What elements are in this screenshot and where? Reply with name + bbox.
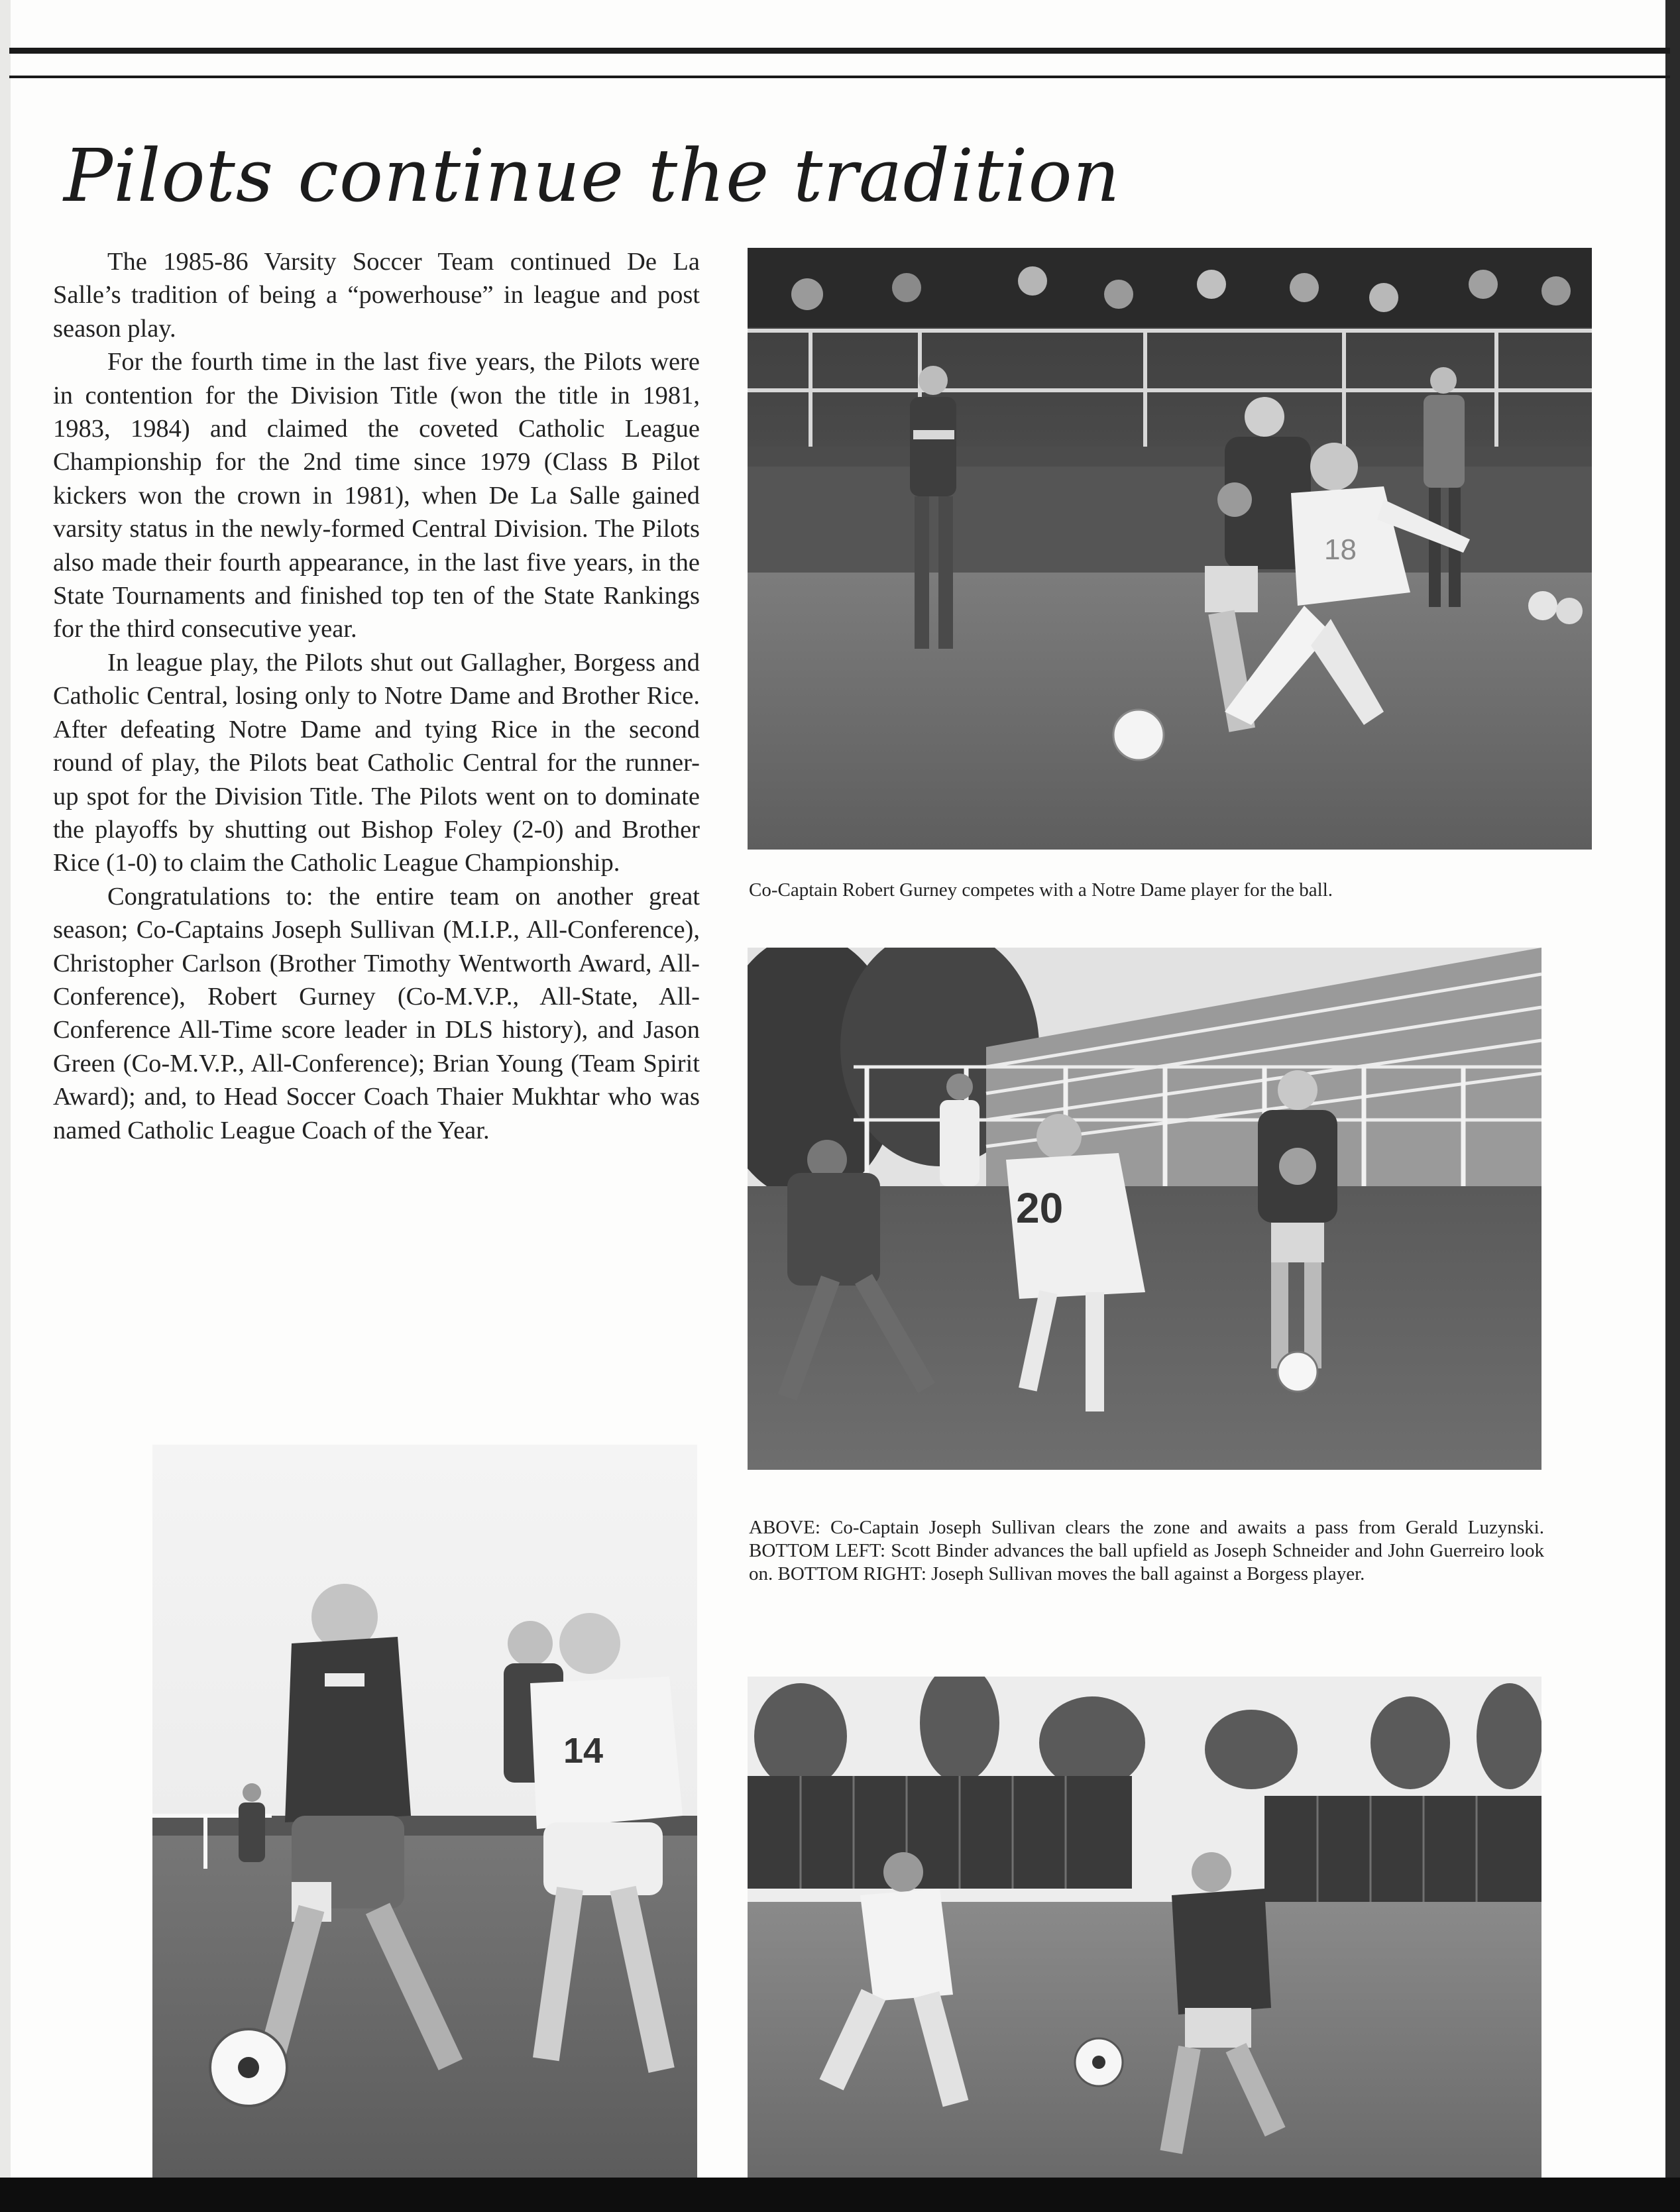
- article-paragraph: For the fourth time in the last five years, the Pilots were in contention for the Division Title (won the title in 1981, 1983, 1984) and claimed the coveted Catholic League Championship for the 2nd time since 1979 (Class B Pilot kickers won the crown in 1981), when De La Salle gained varsity status in the newly-formed Central Division. The Pilots also made their fourth appearance, in the last five years, in the State Tournaments and finished top ten of the State Rankings for the third consecutive year.: [53, 348, 700, 643]
- page-title: Pilots continue the tradition: [64, 133, 1121, 218]
- article-paragraph: The 1985-86 Varsity Soccer Team continued De La Salle’s tradition of being a “powerhouse” in league and post season play.: [53, 248, 700, 343]
- jersey-number-18: 18: [1324, 533, 1357, 566]
- header-rule-thick: [9, 48, 1670, 54]
- photo-sullivan-vs-borgess: [748, 1677, 1541, 2178]
- page-edge-left: [0, 0, 11, 2212]
- article-paragraph: Congratulations to: the entire team on another great season; Co-Captains Joseph Sullivan (M.I.P., All-Conference), Christopher Carlson (Brother Timothy Wentworth Award, All-Conference), Robert Gurney (Co-M.V.P., All-State, All-Conference All-Time score leader in DLS history), and Jason Green (Co-M.V.P., All-Conference); Brian Young (Team Spirit Award); and, to Head Soccer Coach Thaier Mukhtar who was named Catholic League Coach of the Year.: [53, 882, 700, 1144]
- photo-gurney-tackle: [748, 248, 1592, 850]
- page-edge-right: [1665, 0, 1680, 2212]
- page-edge-bottom: [0, 2178, 1680, 2212]
- photo-caption-top: Co-Captain Robert Gurney competes with a Notre Dame player for the ball.: [749, 879, 1333, 901]
- photo-sullivan-clears: [748, 948, 1541, 1470]
- article-body: [53, 245, 700, 1147]
- photo-caption-group: ABOVE: Co-Captain Joseph Sullivan clears the zone and awaits a pass from Gerald Luzynski. BOTTOM LEFT: Scott Binder advances the ball upfield as Joseph Schneider and John Guerreiro look on. BOTTOM RIGHT: Joseph Sullivan moves the ball against a Borgess player.: [749, 1517, 1544, 1584]
- photo-binder-advances: [152, 1445, 697, 2178]
- article-paragraph: In league play, the Pilots shut out Gallagher, Borgess and Catholic Central, losing only to Notre Dame and Brother Rice. After defeating Notre Dame and tying Rice in the second round of play, the Pilots beat Catholic Central for the runner-up spot for the Division Title. The Pilots went on to dominate the playoffs by shutting out Bishop Foley (2-0) and Brother Rice (1-0) to claim the Catholic League Championship.: [53, 648, 700, 877]
- jersey-number-20: 20: [1016, 1184, 1064, 1232]
- jersey-number-14: 14: [563, 1731, 604, 1771]
- header-rule-thin: [9, 76, 1670, 78]
